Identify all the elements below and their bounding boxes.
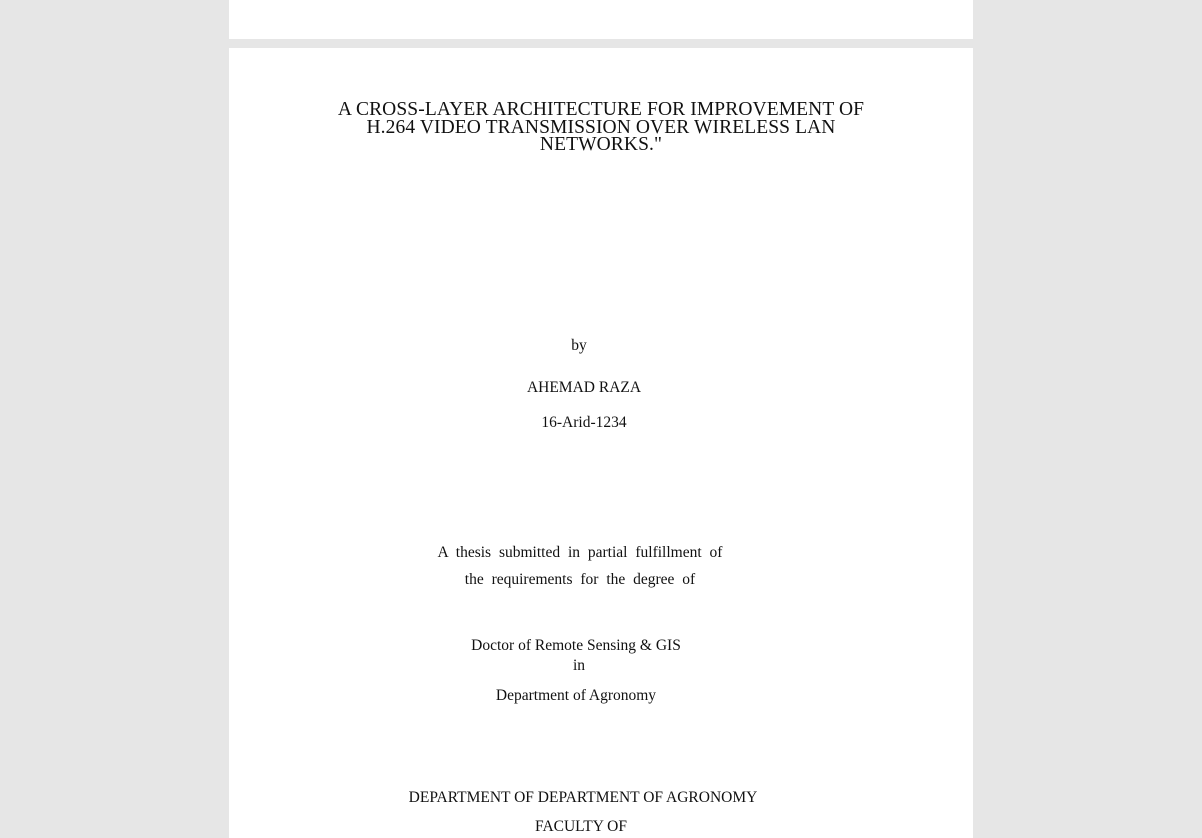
- current-page: [229, 48, 973, 838]
- degree-name: Doctor of Remote Sensing & GIS: [471, 637, 681, 654]
- previous-page: [229, 0, 973, 39]
- author-name: AHEMAD RAZA: [526, 379, 642, 396]
- registration-number: 16-Arid-1234: [541, 414, 627, 431]
- by-label: by: [571, 337, 587, 354]
- faculty-heading: FACULTY OF: [534, 818, 628, 835]
- department-name: Department of Agronomy: [495, 687, 657, 704]
- thesis-statement-line-2: the requirements for the degree of: [464, 571, 696, 588]
- in-label: in: [572, 657, 586, 674]
- thesis-title: [269, 101, 933, 154]
- title-line-2: H.264 VIDEO TRANSMISSION OVER WIRELESS LAN: [366, 116, 836, 138]
- title-line-3: NETWORKS.": [539, 134, 663, 156]
- thesis-statement-line-1: A thesis submitted in partial fulfillment of: [437, 544, 723, 561]
- department-heading: DEPARTMENT OF DEPARTMENT OF AGRONOMY: [408, 789, 758, 806]
- title-line-1: A CROSS-LAYER ARCHITECTURE FOR IMPROVEMENT OF: [337, 99, 865, 120]
